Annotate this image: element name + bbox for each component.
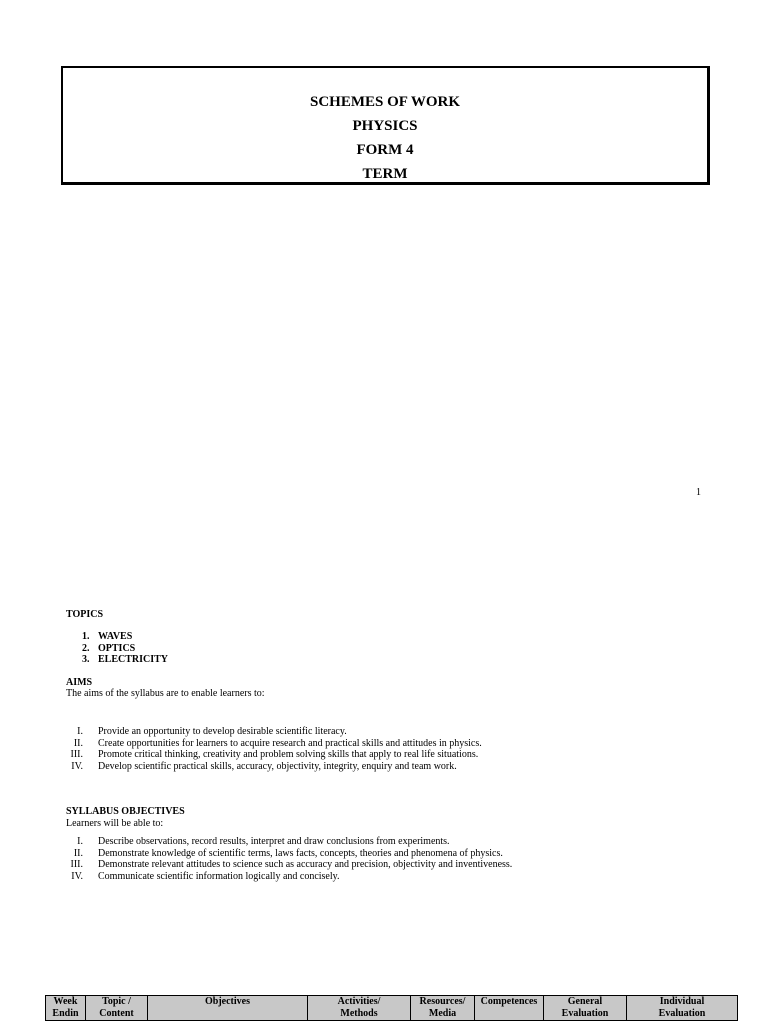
column-header-individual-evaluation: Individual Evaluation xyxy=(627,996,738,1021)
list-number: I. xyxy=(77,726,83,737)
list-item-text: Demonstrate knowledge of scientific terms, laws facts, concepts, theories and phenomena of physics. xyxy=(98,847,503,859)
column-header-objectives: Objectives xyxy=(148,996,308,1021)
list-number: III. xyxy=(70,749,83,760)
list-number: II. xyxy=(73,847,83,859)
list-number: 3. xyxy=(82,654,90,665)
topic-waves: WAVES xyxy=(98,631,133,642)
scheme-table-header xyxy=(45,995,738,1021)
column-header-activities: Activities/ Methods xyxy=(308,996,411,1021)
topics-heading: TOPICS xyxy=(66,609,104,620)
document-title: SCHEMES OF WORK xyxy=(309,94,461,110)
title-block xyxy=(61,66,710,185)
list-item-text: Create opportunities for learners to acquire research and practical skills and attitudes in physics. xyxy=(98,737,482,749)
list-item-text: Provide an opportunity to develop desirable scientific literacy. xyxy=(98,726,347,737)
column-header-competences: Competences xyxy=(475,996,544,1021)
page-number: 1 xyxy=(696,487,701,498)
subject-title: PHYSICS xyxy=(352,118,418,134)
column-header-topic: Topic / Content xyxy=(86,996,148,1021)
syllabus-objectives-heading: SYLLABUS OBJECTIVES xyxy=(66,806,185,817)
list-number: IV. xyxy=(71,760,83,772)
list-item-text: Demonstrate relevant attitudes to science such as accuracy and precision, objectivity and inventiveness. xyxy=(98,859,513,870)
list-number: IV. xyxy=(71,870,83,882)
aims-heading: AIMS xyxy=(66,677,93,688)
column-header-resources: Resources/ Media xyxy=(411,996,475,1021)
column-header-week: Week Endin xyxy=(46,996,86,1021)
list-item-text: Communicate scientific information logically and concisely. xyxy=(98,870,340,882)
list-number: II. xyxy=(73,737,83,749)
list-number: 2. xyxy=(82,642,90,654)
topic-optics: OPTICS xyxy=(98,642,136,654)
topic-electricity: ELECTRICITY xyxy=(98,654,169,665)
list-number: III. xyxy=(70,859,83,870)
column-header-general-evaluation: General Evaluation xyxy=(544,996,627,1021)
aims-intro: The aims of the syllabus are to enable learners to: xyxy=(66,688,265,699)
list-item-text: Promote critical thinking, creativity and problem solving skills that apply to real life situations. xyxy=(98,749,479,760)
list-item-text: Describe observations, record results, interpret and draw conclusions from experiments. xyxy=(98,836,450,847)
form-title: FORM 4 xyxy=(356,142,414,158)
list-item-text: Develop scientific practical skills, accuracy, objectivity, integrity, enquiry and team work. xyxy=(98,760,457,772)
term-title: TERM xyxy=(362,166,408,182)
syllabus-objectives-intro: Learners will be able to: xyxy=(66,818,164,829)
list-number: I. xyxy=(77,836,83,847)
list-number: 1. xyxy=(82,631,90,642)
